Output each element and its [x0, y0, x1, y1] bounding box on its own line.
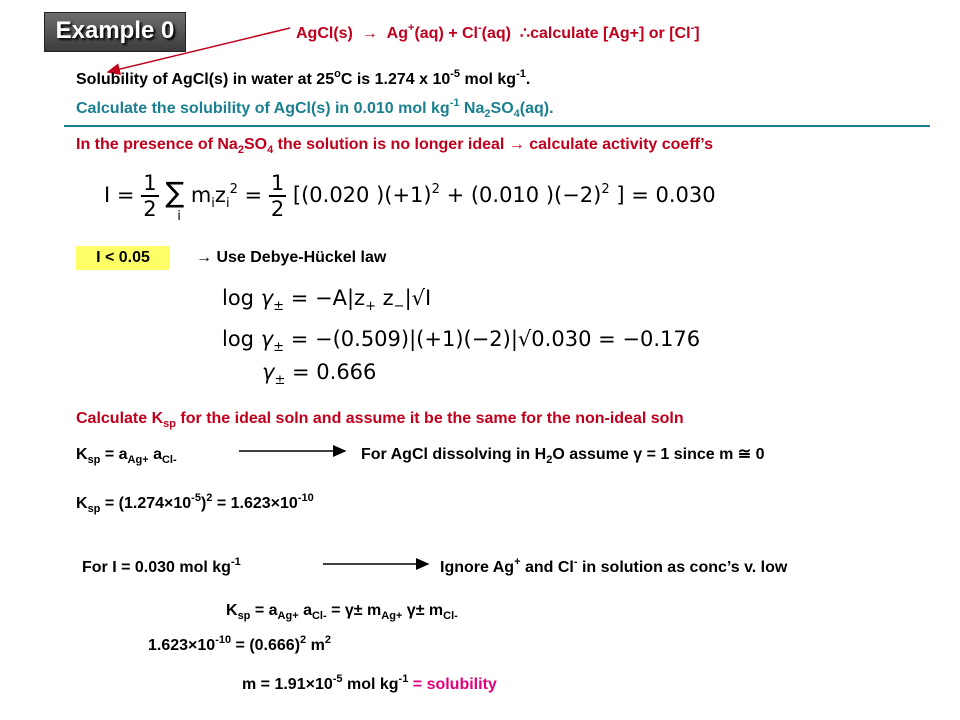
solubility-label: = solubility	[408, 676, 497, 693]
debye-huckel-calc: $\log \gamma_\pm = -(0.509)|(+1)(-2)|√0.030 = -0.176$	[222, 327, 701, 356]
debye-huckel-note: → Use Debye-Hückel law	[196, 249, 387, 266]
final-result: $m = 1.91\times 10^{-5}$ mol $kg^{-1}$ = solubility	[242, 672, 497, 693]
ignore-ions-note: Ignore Ag+ and Cl- in solution as conc’s v. low	[440, 555, 788, 576]
ionic-strength-equation: I = $\frac{1}{2}$ ∑ i $m_iz_i^2$ = $\frac{1}{2}$ [(0.020 )$(+1)^2 + (0.010$ )$(-2)^2$ ] = 0.030	[104, 171, 716, 224]
activity-coefficient-result: $\gamma_\pm = 0.666$	[262, 360, 377, 389]
slide-title: Example 0	[55, 17, 175, 44]
ideal-assumption-note: For AgCl dissolving in $H_2O$ assume γ = 1 since m ≅ 0	[361, 446, 765, 467]
ksp-value: $K_{sp} = (1.274\times 10^{-5})^2 = 1.623\times 10^{-10}$	[76, 491, 314, 516]
problem-statement: Calculate the solubility of AgCl(s) in 0.010 mol $kg^{-1}$ $Na_2SO_4(aq)$.	[76, 96, 554, 121]
header-equation: AgCl(s) → Ag+(aq) + Cl-(aq) ∴calculate [Ag+] or [Cl-]	[296, 21, 700, 42]
solve-equation: $1.623\times 10^{-10} = (0.666)^2$ $m^2$	[148, 633, 331, 654]
condition-highlight: I < 0.05	[76, 246, 170, 270]
ksp-heading: Calculate $K_{sp}$ for the ideal soln and assume it be the same for the non-ideal soln	[76, 410, 684, 431]
solubility-statement: Solubility of AgCl(s) in water at 25$^o$C is 1.274 x $10^{-5}$ mol $kg^{-1}$.	[76, 67, 531, 88]
ksp-definition: $K_{sp} = a_{Ag+}$ $a_{Cl-}$	[76, 446, 177, 467]
ksp-activity-expression: $K_{sp} = a_{Ag+}$ $a_{Cl-} = \gamma\pm m_{Ag+}$ $\gamma\pm m_{Cl-}$	[226, 602, 458, 623]
nonideal-note: In the presence of $Na_2SO_4$ the solution is no longer ideal → calculate activity coeff’s	[76, 136, 714, 157]
ionic-strength-case: For I = 0.030 mol $kg^{-1}$	[82, 555, 241, 576]
debye-huckel-law: $\log \gamma_\pm = -A|z_+$ $z_-|√I$	[222, 286, 432, 315]
